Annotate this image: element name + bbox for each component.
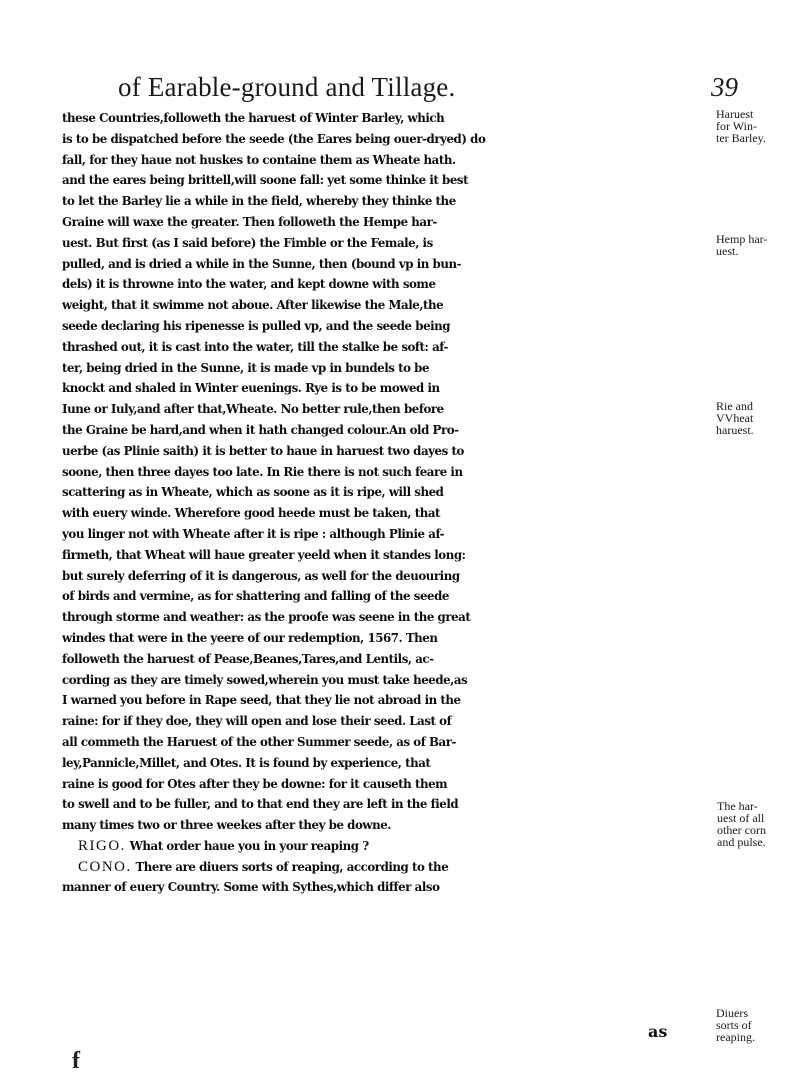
margin-note-rye-wheat: Rie and VVheat haruest. [716,399,754,437]
text-line: ter, being dried in the Sunne, it is made vp in bundels to be [62,360,430,375]
text-line: raine is good for Otes after they be downe: for it causeth them [62,776,448,791]
text-line: scattering as in Wheate, which as soone as it is ripe, will shed [62,485,444,500]
dialogue-line-rigo [62,836,698,857]
text-line: ley,Pannicle,Millet, and Otes. It is found by experience, that [62,755,431,770]
stray-mark: f [72,1048,80,1074]
text-line: uest. But first (as I said before) the Fimble or the Female, is [62,235,433,250]
speaker-cono: CONO. [78,858,132,875]
page-number: 39 [711,72,738,102]
text-line: pulled, and is dried a while in the Sunne, then (bound vp in bun- [62,256,462,271]
text-line: manner of euery Country. Some with Sythes,which differ also [62,880,440,895]
speaker-rigo: RIGO. [78,837,126,854]
dialogue-line-cono [62,857,698,878]
text-line: firmeth, that Wheat will haue greater yeeld when it standes long: [62,547,466,562]
text-line: to let the Barley lie a while in the field, whereby they thinke the [62,194,456,209]
dialogue-text: What order haue you in your reaping ? [129,838,369,853]
text-line: of birds and vermine, as for shattering and falling of the seede [62,589,449,604]
text-line: but surely deferring of it is dangerous, as well for the deuouring [62,568,460,583]
margin-note-reaping: Diuers sorts of reaping. [716,1006,755,1044]
text-line: I warned you before in Rape seed, that they lie not abroad in the [62,693,461,708]
text-line: and the eares being brittell,will soone fall: yet some thinke it best [62,173,469,188]
text-line: you linger not with Wheate after it is ripe : although Plinie af- [62,526,445,541]
text-line: raine: for if they doe, they will open and lose their seed. Last of [62,714,452,729]
text-line: all commeth the Haruest of the other Summer seede, as of Bar- [62,734,456,749]
text-line: thrashed out, it is cast into the water, till the stalke be soft: af- [62,339,448,354]
margin-note-winter-barley: Haruest for Win- ter Barley. [716,107,766,145]
text-line: knockt and shaled in Winter euenings. Rye is to be mowed in [62,381,440,396]
text-line: to swell and to be fuller, and to that end they are left in the field [62,797,459,812]
text-line: fall, for they haue not huskes to containe them as Wheate hath. [62,152,456,167]
text-line: Iune or Iuly,and after that,Wheate. No better rule,then before [62,402,444,417]
text-line: followeth the haruest of Pease,Beanes,Tares,and Lentils, ac- [62,651,434,666]
text-line: windes that were in the yeere of our redemption, 1567. Then [62,630,438,645]
page-header [78,72,738,104]
text-line: Graine will waxe the greater. Then followeth the Hempe har- [62,214,437,229]
text-line: soone, then three dayes too late. In Rie there is not such feare in [62,464,463,479]
text-line: the Graine be hard,and when it hath changed colour.An old Pro- [62,422,459,437]
margin-note-other-corn: The har- uest of all other corn and pulse. [717,799,766,849]
catchword: as [648,1022,668,1041]
margin-note-hemp-harvest: Hemp har- uest. [716,232,768,258]
body-text [62,108,698,898]
running-head: of Earable-ground and Tillage. [118,72,456,102]
text-line: seede declaring his ripenesse is pulled vp, and the seede being [62,318,451,333]
text-line: these Countries,followeth the haruest of Winter Barley, which [62,111,445,125]
text-line: weight, that it swimme not aboue. After likewise the Male,the [62,298,444,313]
text-line: through storme and weather: as the proofe was seene in the great [62,610,471,625]
text-line: dels) it is throwne into the water, and kept downe with some [62,277,436,292]
text-line: uerbe (as Plinie saith) it is better to haue in haruest two dayes to [62,443,464,458]
text-line: is to be dispatched before the seede (the Eares being ouer-dryed) do [62,131,486,146]
dialogue-text: There are diuers sorts of reaping, according to the [135,859,449,874]
text-line: cording as they are timely sowed,wherein you must take heede,as [62,672,468,687]
text-line: with euery winde. Wherefore good heede must be taken, that [62,506,441,521]
text-line: many times two or three weekes after they be downe. [62,818,391,833]
